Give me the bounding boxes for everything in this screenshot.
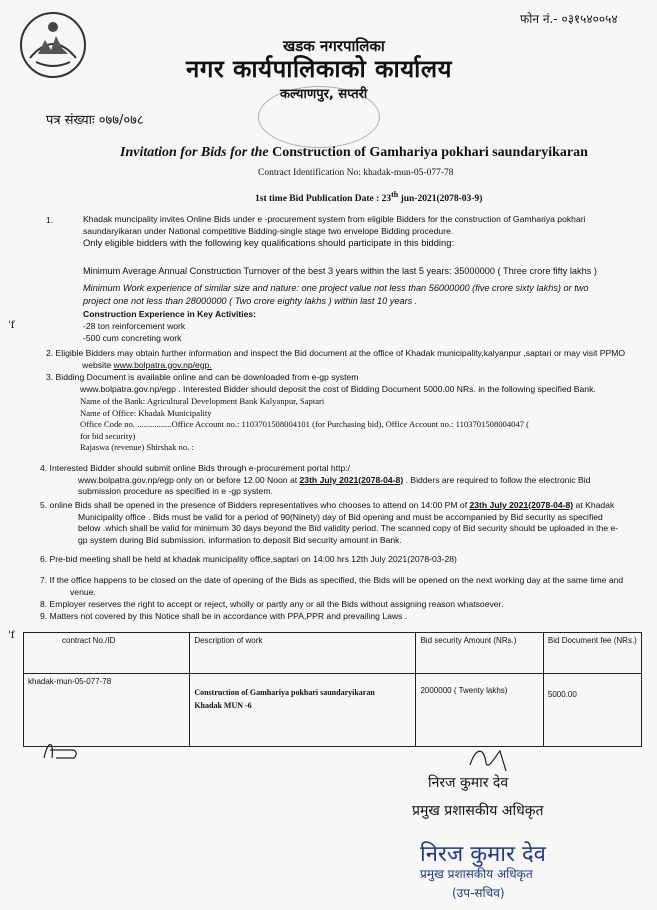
para1-line2: saundaryikaran under National competitive Bidding-single stage two envelope Bidding procedure. [83, 225, 454, 236]
desc-line2: Khadak MUN -6 [194, 701, 252, 710]
para5-line4: gp system during Bid submission. information to deposit Bid security amount in Bank. [78, 534, 402, 545]
office-name: Name of Office: Khadak Municipality [80, 407, 212, 418]
publication-label: 1st time Bid Publication Date : 23 [255, 194, 392, 205]
rajaswa-line: Rajaswa (revenue) Shirshak no. : [80, 442, 194, 452]
signature-left [42, 736, 82, 764]
work-exp-line2: project one not less than 28000000 ( Two crore eighty lakhs ) within last 10 years . [83, 295, 418, 306]
col-contract: contract No./ID [24, 633, 190, 674]
para4 [40, 463, 650, 498]
office-stamp [258, 86, 380, 148]
para3-line1: 3. Bidding Document is available online and can be downloaded from e-gp system [46, 372, 359, 382]
bid-table [23, 632, 642, 747]
para3-line2: www.bolpatra.gov.np/egp . Interested Bidder should deposit the cost of Bidding Document 5000.00 NRs. in the following specified Bank. [80, 383, 596, 394]
cell-fee: 5000.00 [543, 674, 641, 747]
nepal-emblem-logo [18, 10, 88, 80]
para5-text: 5. online Bids shall be opened in the presence of Bidders representatives who chooses to attend on 14:00 PM of [40, 500, 470, 510]
cell-description [190, 674, 416, 747]
para4-url: www.bolpatra.gov.np/egp only on or before 12.00 Noon at [78, 474, 300, 485]
margin-mark: 'f [8, 320, 15, 331]
para7 [40, 575, 650, 598]
margin-mark: 'f [8, 630, 15, 641]
title-italic: Invitation for Bids for the [120, 145, 269, 160]
office-code: Office Code no. ................Office Account no.: 1103701508004101 (for Purchasing bid), Office Account no.: 1103701508004047 ( [80, 419, 530, 429]
para4-line2 [40, 475, 650, 487]
para4-tail: . Bidders are required to follow the electronic Bid [403, 474, 591, 485]
turnover-requirement: Minimum Average Annual Construction Turnover of the best 3 years within the last 5 years: 35000000 ( Three crore fifty lakhs ) [83, 266, 597, 276]
para7-line1: 7. If the office happens to be closed on the date of opening of the Bids as specified, the Bids will be opened on the next working day at the same time and [40, 575, 624, 585]
office-location: कल्याणपुर, सप्तरी [280, 87, 368, 102]
table-header-row [24, 633, 642, 674]
officer-designation-handwritten: प्रमुख प्रशासकीय अधिकृत [412, 803, 544, 819]
para8: 8. Employer reserves the right to accept or reject, wholly or partly any or all the Bids without assigning reason whatsoever. [40, 599, 504, 609]
para2-website-prefix: website [82, 359, 114, 370]
notice-title [120, 145, 588, 161]
para1-line1: Khadak muncipality invites Online Bids under e -procurement system from eligible Bidders for the construction of Gamhariya pokhari [83, 214, 586, 224]
para6: 6. Pre-bid meeting shall be held at khadak municipality office,saptari on 14:00 hrs 12th July 2021(2078-03-28) [40, 554, 457, 564]
para2 [46, 348, 646, 371]
officer-rank-stamp: (उप-सचिव) [452, 886, 505, 900]
para5-line1 [40, 500, 650, 512]
submission-deadline: 23th July 2021(2078-04-8) [299, 474, 404, 485]
para2-line1: 2. Eligible Bidders may obtain further information and inspect the Bid document at the office of Khadak municipality,kalyanpur ,saptari or may visit PPMO [46, 348, 626, 358]
letter-number: पत्र संख्याः ०७७/०७८ [46, 113, 144, 128]
officer-name-stamp: निरज कुमार देव [420, 842, 546, 867]
officer-name-handwritten: निरज कुमार देव [428, 775, 509, 791]
col-security: Bid security Amount (NRs.) [416, 633, 543, 674]
activity-1: -28 ton reinforcement work [83, 321, 186, 331]
para7-line2: venue. [70, 586, 96, 597]
cell-security: 2000000 ( Twenty lakhs) [416, 674, 543, 747]
key-activities-heading: Construction Experience in Key Activities: [83, 309, 257, 319]
para9: 9. Matters not covered by this Notice shall be in accordance with PPA,PPR and prevailing Laws . [40, 611, 408, 621]
work-experience [83, 282, 643, 307]
municipality-name: खडक नगरपालिका [283, 37, 385, 55]
phone-number: फोन नं.- ०३१५४००५४ [520, 12, 618, 26]
para3 [46, 372, 646, 395]
para1-line3: Only eligible bidders with the following key qualifications should participate in this bidding: [83, 237, 455, 248]
para1-number: 1. [46, 215, 54, 225]
publication-date-value: jun-2021(2078-03-9) [398, 194, 483, 205]
officer-designation-stamp: प्रमुख प्रशासकीय अधिकृत [420, 867, 533, 881]
para5-line3: below .which shall be valid for minimum 30 days beyond the Bid validity period. The scanned copy of Bid security should be uploaded in the e- [78, 523, 619, 533]
title-project: Construction of Gamhariya pokhari saundaryikaran [272, 145, 588, 160]
cell-contract: khadak-mun-05-077-78 [24, 674, 190, 747]
office-title: नगर कार्यपालिकाको कार्यालय [186, 55, 453, 83]
signature-right [466, 745, 516, 775]
work-exp-line1: Minimum Work experience of similar size and nature: one project value not less than 56000000 (five crore sixty lakhs) or two [83, 283, 589, 293]
contract-identification: Contract Identification No: khadak-mun-05-077-78 [258, 168, 454, 178]
para5 [40, 500, 650, 546]
publication-sup: th [391, 190, 399, 199]
ppmo-link[interactable]: www.bolpatra.gov.np/egp. [113, 359, 212, 370]
desc-line1: Construction of Gamhariya pokhari saundaryikaran [194, 688, 375, 697]
para4-line1: 4. Interested Bidder should submit online Bids through e-procurement portal http:/ [40, 463, 351, 473]
activity-2: -500 cum concreting work [83, 333, 182, 343]
table-row [24, 674, 642, 747]
opening-date: 23th July 2021(2078-04-8) [469, 500, 574, 510]
bid-security-note: for bid security) [80, 430, 136, 441]
para5-line2: Municipality office . Bids must be valid for a period of 90(Ninety) day of Bid opening and must be accompanied by Bid security as specified [78, 511, 603, 522]
bank-details [80, 396, 650, 454]
col-description: Description of work [190, 633, 416, 674]
para1-intro [83, 214, 643, 249]
bank-name: Name of the Bank: Agricultural Development Bank Kalyanpur, Saptari [80, 396, 325, 406]
para4-line3: submission procedure as specified in e -gp system. [78, 486, 273, 496]
para5-tail: at Khadak [573, 500, 615, 510]
para2-line2 [46, 360, 646, 372]
publication-date [255, 190, 482, 204]
col-fee: Bid Document fee (NRs.) [543, 633, 641, 674]
